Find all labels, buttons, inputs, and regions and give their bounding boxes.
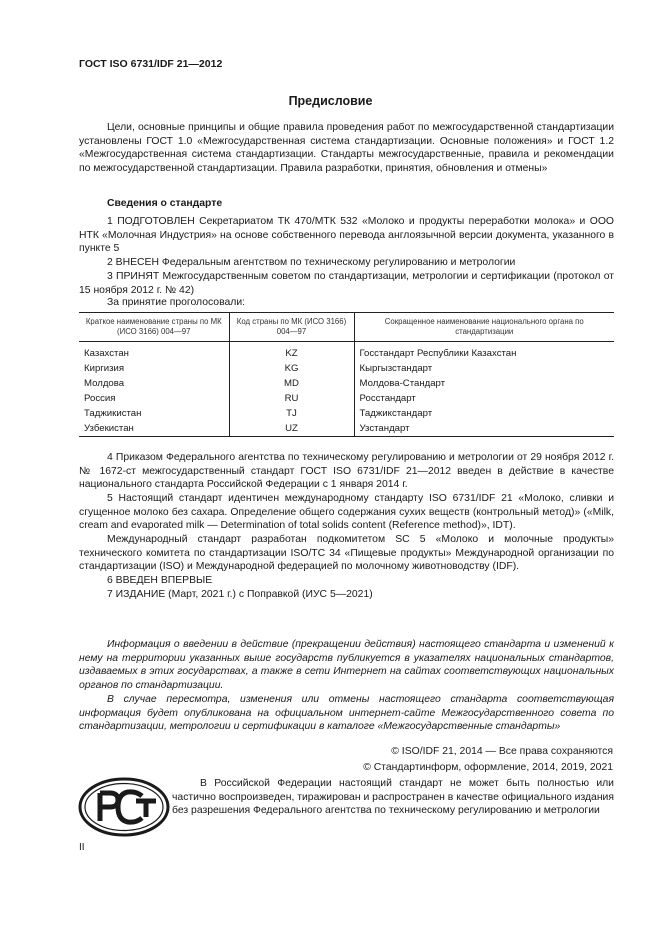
- cell-country: Молдова: [84, 378, 125, 389]
- cell-country: Казахстан: [84, 348, 129, 359]
- table-row: [79, 361, 614, 376]
- member-states-table: [79, 312, 614, 437]
- item-4: 4 Приказом Федерального агентства по техническому регулированию и метрологии от 29 ноября 2012 г. № 1672-ст межгосударственный стандарт ГОСТ ISO 6731/IDF 21—2012 введен в действие в качестве национального стандарта Российской Федерации с 1 января 2014 г.: [79, 452, 614, 491]
- item-3: 3 ПРИНЯТ Межгосударственным советом по стандартизации, метрологии и сертификации (протокол от 15 ноября 2012 г. № 42): [79, 271, 614, 296]
- cell-code: KG: [229, 361, 354, 376]
- table-row: [79, 376, 614, 391]
- cell-body: Кыргызстандарт: [354, 361, 614, 376]
- cell-code: RU: [229, 391, 354, 406]
- page-title: Предисловие: [288, 94, 373, 108]
- cell-code: MD: [229, 376, 354, 391]
- cell-country: Таджикистан: [84, 408, 142, 419]
- item-1: 1 ПОДГОТОВЛЕН Секретариатом ТК 470/МТК 532 «Молоко и продукты переработки молока» и ООО НТК «Молочная Индустрия» на основе собственного перевода англоязычной версии документа, указанного в пункте 5: [79, 216, 614, 255]
- cell-body: Росстандарт: [354, 391, 614, 406]
- page-number: II: [79, 842, 85, 853]
- header-body: Сокращенное наименование национального органа по стандартизации: [354, 313, 614, 342]
- cell-country: Киргизия: [84, 363, 125, 374]
- cell-body: Таджикстандарт: [354, 406, 614, 421]
- table-row: [79, 391, 614, 406]
- item-5-development: Международный стандарт разработан подкомитетом SC 5 «Молоко и молочные продукты» технического комитета по стандартизации ISO/TC 34 «Пищевые продукты» Международной организации по стандартизации (ISO) и Международной федерацией по молочному животноводству (IDF).: [79, 534, 614, 573]
- rst-certification-mark-icon: [78, 777, 170, 837]
- voted-label: За принятие проголосовали:: [107, 297, 246, 308]
- cell-code: TJ: [229, 406, 354, 421]
- cell-country: Россия: [84, 393, 116, 404]
- table-row: [79, 406, 614, 421]
- cell-body: Госстандарт Республики Казахстан: [354, 342, 614, 362]
- notice-introduction: Информация о введении в действие (прекращении действия) настоящего стандарта и изменений к нему на территории указанных выше государств публикуется в указателях национальных стандартов, издаваемых в этих государствах, а также в сети Интернет на сайтах соответствующих национальных органов по стандартизации.: [79, 639, 614, 691]
- table-header-row: [79, 313, 614, 342]
- cell-country: Узбекистан: [79, 421, 229, 437]
- item-6: 6 ВВЕДЕН ВПЕРВЫЕ: [107, 575, 213, 586]
- cell-code: KZ: [229, 342, 354, 362]
- subheading: Сведения о стандарте: [107, 198, 223, 209]
- rights-notice: В Российской Федерации настоящий стандарт не может быть полностью или частично воспроизведен, тиражирован и распространен в качестве официального издания без разрешения Федерального агентства по техническому регулированию и метрологии: [172, 778, 614, 817]
- copyright-iso: © ISO/IDF 21, 2014 — Все права сохраняются: [391, 746, 613, 757]
- header-country: Краткое наименование страны по МК (ИСО 3166) 004—97: [79, 313, 229, 342]
- intro-paragraph: Цели, основные принципы и общие правила проведения работ по межгосударственной стандартизации установлены ГОСТ 1.0 «Межгосударственная система стандартизации. Основные положения» и ГОСТ 1.2 «Межгосударственная система стандартизации. Стандарты межгосударственные, правила и рекомендации по межгосударственной стандартизации. Правила разработки, принятия, обновления и отмены»: [79, 122, 614, 174]
- header-code: Код страны по МК (ИСО 3166) 004—97: [229, 313, 354, 342]
- table-row: [79, 421, 614, 437]
- cell-code: UZ: [229, 421, 354, 437]
- item-2: 2 ВНЕСЕН Федеральным агентством по техническому регулированию и метрологии: [107, 257, 516, 268]
- table-row: [79, 342, 614, 362]
- item-7: 7 ИЗДАНИЕ (Март, 2021 г.) с Поправкой (ИУС 5—2021): [107, 589, 373, 600]
- cell-body: Молдова-Стандарт: [354, 376, 614, 391]
- copyright-standartinform: © Стандартинформ, оформление, 2014, 2019, 2021: [363, 762, 613, 773]
- document-header: ГОСТ ISO 6731/IDF 21—2012: [79, 58, 223, 70]
- cell-body: Узстандарт: [354, 421, 614, 437]
- item-5: 5 Настоящий стандарт идентичен международному стандарту ISO 6731/IDF 21 «Молоко, сливки и сгущенное молоко без сахара. Определение общего содержания сухих веществ (контрольный метод)» («Milk, cream and evaporated milk — Determination of total solids content (Reference method)», IDT).: [79, 493, 614, 532]
- notice-revision: В случае пересмотра, изменения или отмены настоящего стандарта соответствующая информация будет опубликована на официальном интернет-сайте Межгосударственного совета по стандартизации, метрологии и сертификации в каталоге «Межгосударственные стандарты»: [79, 694, 614, 733]
